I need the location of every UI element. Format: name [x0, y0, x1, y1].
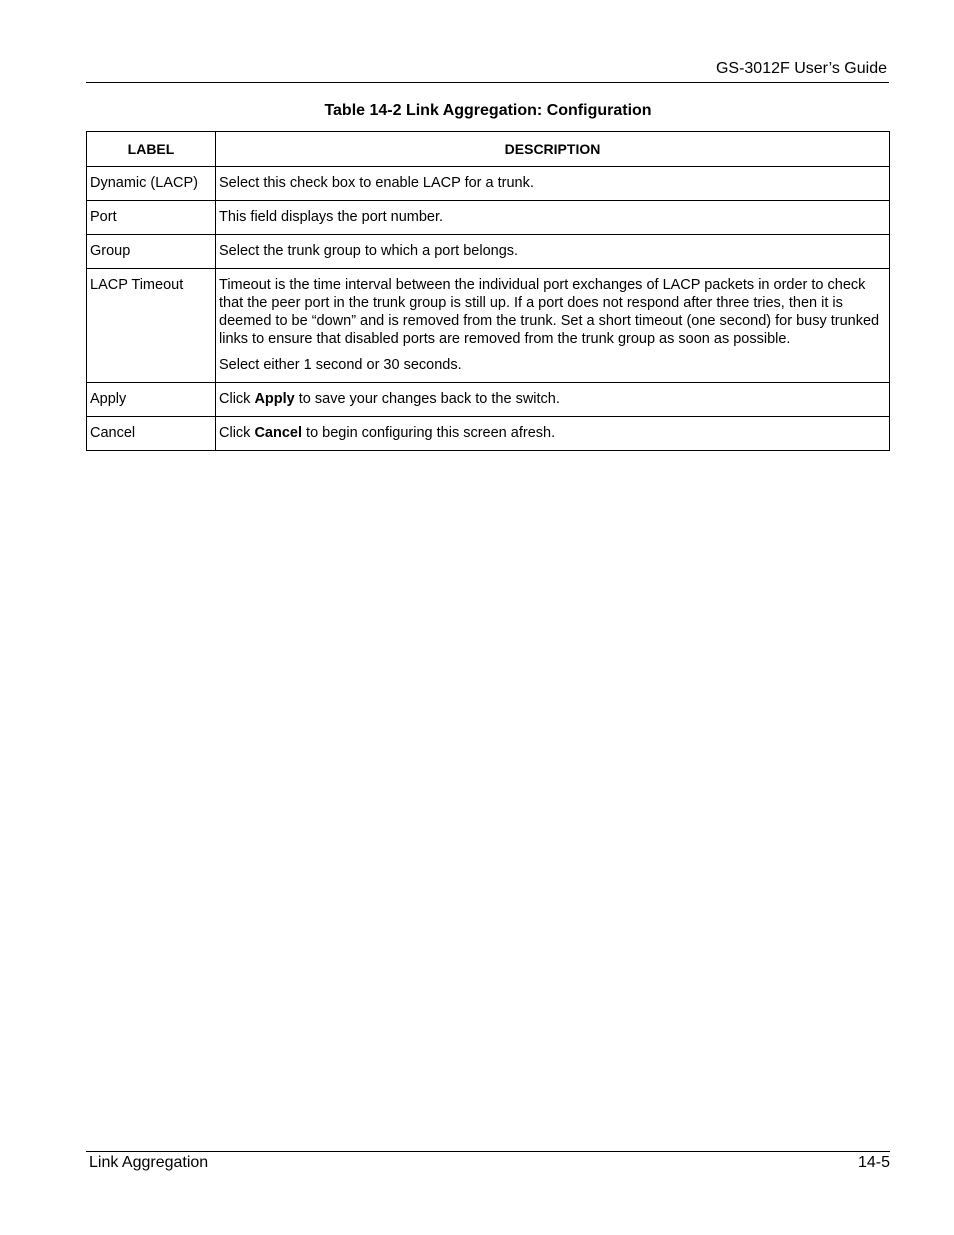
- row-label: Cancel: [87, 417, 216, 451]
- table-row: [87, 201, 890, 235]
- table-caption: Table 14-2 Link Aggregation: Configuration: [324, 102, 652, 119]
- page-number: 14-5: [857, 1154, 890, 1171]
- description-bold-term: Apply: [254, 391, 295, 407]
- description-paragraph: Select either 1 second or 30 seconds.: [219, 357, 462, 373]
- table-row: [87, 167, 890, 201]
- row-description: This field displays the port number.: [216, 201, 890, 235]
- description-text: to begin configuring this screen afresh.: [302, 425, 556, 441]
- footer-divider: [86, 1151, 890, 1152]
- row-label: Apply: [87, 383, 216, 417]
- table-row: [87, 383, 890, 417]
- configuration-table: [86, 131, 890, 451]
- description-paragraph: Timeout is the time interval between the individual port exchanges of LACP packets in order to check that the peer port in the trunk group is still up. If a port does not respond after three tries, then it is deemed to be “down” and is removed from the trunk. Set a short timeout (one second) for busy trunked links to ensure that disabled ports are removed from the trunk group as soon as possible.: [219, 277, 880, 347]
- row-description: [216, 269, 890, 383]
- table-row: [87, 269, 890, 383]
- row-label: Dynamic (LACP): [87, 167, 216, 201]
- header-divider: [86, 82, 889, 83]
- description-text: Click: [219, 391, 255, 407]
- table-row: [87, 417, 890, 451]
- table-row: [87, 235, 890, 269]
- description-bold-term: Cancel: [254, 425, 303, 441]
- footer-section-title: Link Aggregation: [89, 1154, 209, 1171]
- description-text: to save your changes back to the switch.: [294, 391, 560, 407]
- column-header-label: LABEL: [87, 132, 216, 167]
- column-header-description: DESCRIPTION: [216, 132, 890, 167]
- row-description: Select this check box to enable LACP for a trunk.: [216, 167, 890, 201]
- row-description: Select the trunk group to which a port belongs.: [216, 235, 890, 269]
- table-header-row: [87, 132, 890, 167]
- row-label: LACP Timeout: [87, 269, 216, 383]
- page-header-title: GS-3012F User’s Guide: [715, 60, 887, 77]
- row-description: [216, 417, 890, 451]
- row-label: Port: [87, 201, 216, 235]
- description-text: Click: [219, 425, 255, 441]
- row-description: [216, 383, 890, 417]
- row-label: Group: [87, 235, 216, 269]
